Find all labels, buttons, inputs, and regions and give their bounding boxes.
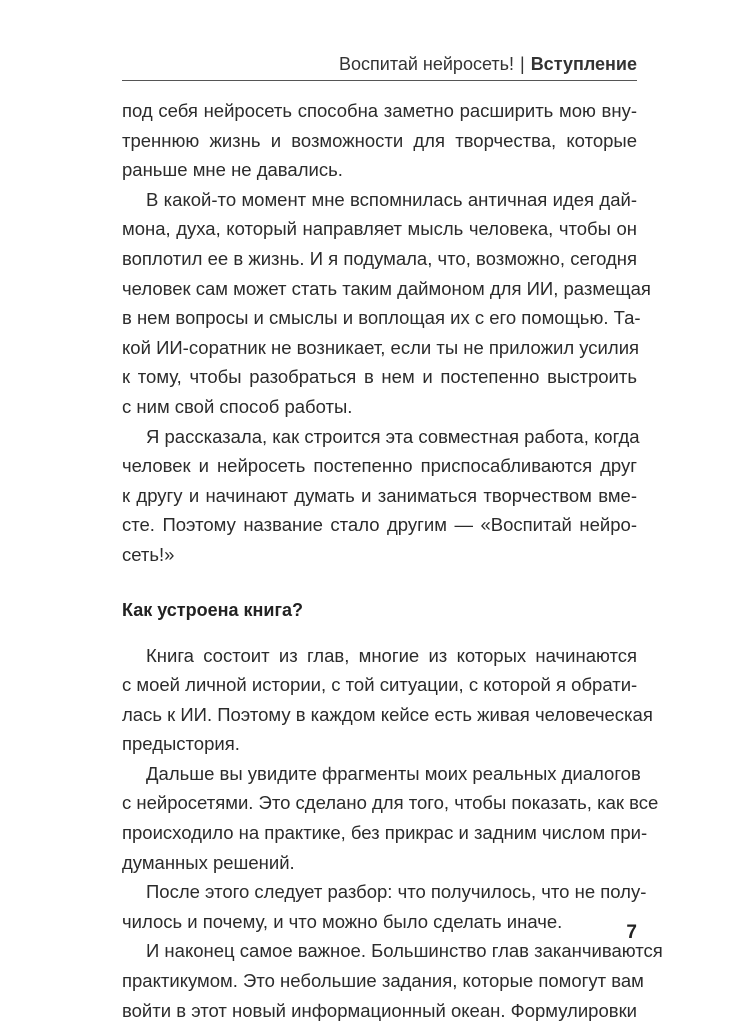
text-line: В какой-то момент мне вспомнилась античная идея дай-	[122, 185, 637, 215]
header-separator: |	[520, 54, 525, 74]
text-line: раньше мне не давались.	[122, 155, 637, 185]
text-line: с нейросетями. Это сделано для того, чтобы показать, как все	[122, 788, 637, 818]
page-number: 7	[626, 922, 637, 944]
text-line: к тому, чтобы разобраться в нем и постепенно выстроить	[122, 362, 637, 392]
text-line: человек сам может стать таким даймоном для ИИ, размещая	[122, 274, 637, 304]
paragraph	[122, 96, 637, 185]
text-line: думанных решений.	[122, 848, 637, 878]
text-line: с моей личной истории, с той ситуации, с которой я обрати-	[122, 670, 637, 700]
paragraph	[122, 759, 637, 877]
text-line: И наконец самое важное. Большинство глав заканчиваются	[122, 936, 637, 966]
text-line: кой ИИ-соратник не возникает, если ты не приложил усилия	[122, 333, 637, 363]
section-title: Вступление	[531, 54, 637, 74]
text-line: войти в этот новый информационный океан. Формулировки	[122, 996, 637, 1025]
text-line: мона, духа, который направляет мысль человека, чтобы он	[122, 214, 637, 244]
paragraphs-bottom	[122, 641, 637, 1025]
text-line: практикумом. Это небольшие задания, которые помогут вам	[122, 966, 637, 996]
text-line: предыстория.	[122, 729, 637, 759]
text-line: с ним свой способ работы.	[122, 392, 637, 422]
text-line: Книга состоит из глав, многие из которых начинаются	[122, 641, 637, 671]
paragraph	[122, 185, 637, 422]
book-title: Воспитай нейросеть!	[339, 54, 514, 74]
text-line: После этого следует разбор: что получилось, что не полу-	[122, 877, 637, 907]
paragraph	[122, 422, 637, 570]
paragraph	[122, 641, 637, 759]
text-line: человек и нейросеть постепенно приспосабливаются друг	[122, 451, 637, 481]
text-line: происходило на практике, без прикрас и задним числом при-	[122, 818, 637, 848]
text-line: воплотил ее в жизнь. И я подумала, что, возможно, сегодня	[122, 244, 637, 274]
text-line: чилось и почему, и что можно было сделать иначе.	[122, 907, 637, 937]
page-body	[122, 96, 637, 1025]
text-line: Дальше вы увидите фрагменты моих реальных диалогов	[122, 759, 637, 789]
section-heading: Как устроена книга?	[122, 597, 637, 623]
text-line: к другу и начинают думать и заниматься творчеством вме-	[122, 481, 637, 511]
text-line: в нем вопросы и смыслы и воплощая их с его помощью. Та-	[122, 303, 637, 333]
paragraph	[122, 877, 637, 936]
paragraph	[122, 936, 637, 1025]
text-line: Я рассказала, как строится эта совместная работа, когда	[122, 422, 637, 452]
header-rule	[122, 80, 637, 81]
text-line: под себя нейросеть способна заметно расширить мою вну-	[122, 96, 637, 126]
text-line: сеть!»	[122, 540, 637, 570]
text-line: сте. Поэтому название стало другим — «Воспитай нейро-	[122, 510, 637, 540]
text-line: треннюю жизнь и возможности для творчества, которые	[122, 126, 637, 156]
text-line: лась к ИИ. Поэтому в каждом кейсе есть живая человеческая	[122, 700, 637, 730]
paragraphs-top	[122, 96, 637, 570]
running-header	[339, 52, 637, 76]
